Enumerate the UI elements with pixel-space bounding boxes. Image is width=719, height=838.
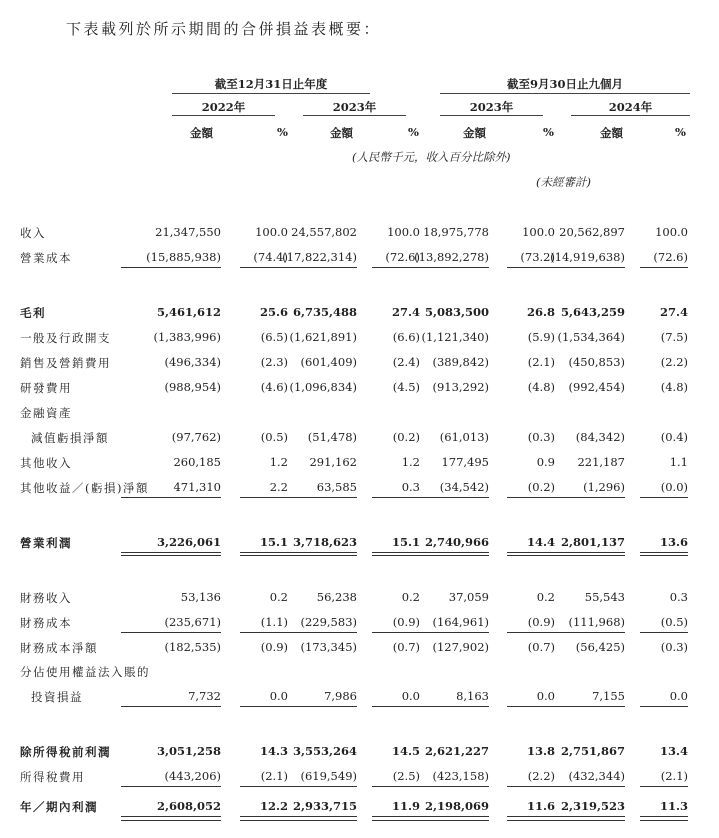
- cell-amount-2024-nine: 20,562,897: [559, 225, 625, 239]
- cell-amount-2023-nine: 2,198,069: [389, 799, 489, 813]
- cell-amount-2023: 3,718,623: [257, 535, 357, 549]
- row-label: 財務收入: [20, 591, 72, 605]
- cell-amount-2022: 2,608,052: [121, 799, 221, 813]
- cell-pct-2024-nine: 13.6: [640, 535, 688, 549]
- cell-amount-2023-nine: (389,842): [432, 355, 489, 369]
- cell-pct-2022: (4.6): [260, 380, 288, 394]
- cell-amount-2023-nine: 18,975,778: [423, 225, 489, 239]
- row-label: 年／期內利潤: [20, 800, 98, 814]
- row-label: 一般及行政開支: [20, 331, 111, 345]
- cell-pct-2024-nine: 1.1: [669, 455, 688, 469]
- cell-amount-2024-nine: (450,853): [568, 355, 625, 369]
- table-row: [0, 355, 719, 371]
- table-row: [0, 405, 719, 421]
- cell-amount-2024-nine: (1,534,364): [557, 330, 625, 344]
- cell-amount-2023-nine: 177,495: [441, 455, 489, 469]
- cell-amount-2023: (619,549): [257, 769, 357, 783]
- cell-amount-2024-nine: 221,187: [577, 455, 625, 469]
- cell-pct-2022: 12.2: [240, 799, 288, 813]
- cell-pct-2023-nine: 14.4: [507, 535, 555, 549]
- row-label: 銷售及營銷費用: [20, 356, 111, 370]
- cell-amount-2023-nine: 2,621,227: [424, 744, 489, 758]
- cell-amount-2023: (51,478): [307, 430, 357, 444]
- cell-amount-2024-nine: 2,319,523: [525, 799, 625, 813]
- cell-pct-2023-nine: (4.8): [527, 380, 555, 394]
- cell-pct-2022: (6.5): [260, 330, 288, 344]
- col-amount-2024-nine: 金額: [600, 126, 623, 140]
- cell-pct-2023-nine: 0.9: [536, 455, 555, 469]
- row-label: 財務成本: [20, 616, 72, 630]
- cell-pct-2024-nine: (4.8): [660, 380, 688, 394]
- cell-pct-2023-nine: (0.7): [527, 640, 555, 654]
- cell-amount-2024-nine: (1,296): [525, 480, 625, 494]
- cell-pct-2022: 100.0: [255, 225, 288, 239]
- cell-pct-2023: 11.9: [372, 799, 420, 813]
- cell-pct-2023-nine: (5.9): [527, 330, 555, 344]
- cell-pct-2022: (1.1): [240, 615, 288, 629]
- cell-amount-2023-nine: (13,892,278): [389, 250, 489, 264]
- cell-amount-2022: 21,347,550: [155, 225, 221, 239]
- cell-pct-2024-nine: (0.3): [660, 640, 688, 654]
- cell-pct-2023-nine: (0.3): [527, 430, 555, 444]
- cell-amount-2022: 260,185: [173, 455, 221, 469]
- cell-pct-2023: 100.0: [387, 225, 420, 239]
- cell-amount-2023-nine: (1,121,340): [421, 330, 489, 344]
- cell-pct-2022: 2.2: [240, 480, 288, 494]
- cell-pct-2022: 1.2: [269, 455, 288, 469]
- cell-amount-2023: 24,557,802: [291, 225, 357, 239]
- cell-amount-2024-nine: 2,751,867: [560, 744, 625, 758]
- table-row: [0, 799, 719, 815]
- row-label: 財務成本淨額: [20, 641, 98, 655]
- table-row: [0, 615, 719, 631]
- cell-pct-2024-nine: 13.4: [659, 744, 688, 758]
- cell-pct-2023-nine: 11.6: [507, 799, 555, 813]
- cell-pct-2023-nine: 13.8: [526, 744, 555, 758]
- cell-pct-2024-nine: (0.5): [640, 615, 688, 629]
- cell-amount-2023-nine: (127,902): [432, 640, 489, 654]
- cell-amount-2023: 3,553,264: [292, 744, 357, 758]
- cell-pct-2024-nine: (0.4): [660, 430, 688, 444]
- table-row: [0, 480, 719, 496]
- cell-pct-2023-nine: (0.2): [507, 480, 555, 494]
- year-header-2024-nine: 2024年: [571, 99, 690, 115]
- cell-amount-2023: (229,583): [257, 615, 357, 629]
- cell-pct-2024-nine: (2.2): [660, 355, 688, 369]
- row-label: 營業成本: [20, 251, 72, 265]
- cell-pct-2022: 14.3: [259, 744, 288, 758]
- cell-pct-2024-nine: 11.3: [640, 799, 688, 813]
- row-label: 分佔使用權益法入賬的: [20, 665, 150, 679]
- col-pct-2022: %: [277, 125, 288, 139]
- cell-pct-2023-nine: 26.8: [526, 305, 555, 319]
- table-row: [0, 250, 719, 266]
- cell-amount-2023-nine: 5,083,500: [424, 305, 489, 319]
- year-header-2023-nine: 2023年: [440, 99, 543, 115]
- table-row: [0, 590, 719, 606]
- cell-amount-2023-nine: (913,292): [432, 380, 489, 394]
- cell-amount-2023: (1,621,891): [289, 330, 357, 344]
- cell-amount-2023-nine: (164,961): [389, 615, 489, 629]
- cell-amount-2022: 53,136: [180, 590, 221, 604]
- year-header-2022: 2022年: [172, 99, 275, 115]
- col-amount-2022: 金額: [190, 126, 213, 140]
- cell-amount-2022: 5,461,612: [156, 305, 221, 319]
- cell-amount-2023-nine: (34,542): [389, 480, 489, 494]
- row-label: 其他收益／(虧損)淨額: [20, 481, 149, 495]
- row-label: 金融資產: [20, 406, 72, 420]
- cell-amount-2023: (17,822,314): [257, 250, 357, 264]
- cell-pct-2024-nine: (0.0): [640, 480, 688, 494]
- table-row: [0, 769, 719, 785]
- cell-pct-2023-nine: 0.2: [536, 590, 555, 604]
- cell-amount-2023: (173,345): [300, 640, 357, 654]
- cell-pct-2023: (4.5): [392, 380, 420, 394]
- row-label: 收入: [20, 226, 46, 240]
- cell-amount-2023: 63,585: [257, 480, 357, 494]
- cell-pct-2022: (2.3): [260, 355, 288, 369]
- cell-pct-2022: 25.6: [259, 305, 288, 319]
- cell-pct-2023-nine: (2.1): [527, 355, 555, 369]
- cell-amount-2022: 7,732: [121, 689, 221, 703]
- cell-pct-2023: 0.3: [372, 480, 420, 494]
- table-row: [0, 640, 719, 656]
- cell-amount-2024-nine: (432,344): [525, 769, 625, 783]
- cell-pct-2023: (0.2): [392, 430, 420, 444]
- col-pct-2023-nine: %: [543, 125, 554, 139]
- cell-pct-2023-nine: (2.2): [507, 769, 555, 783]
- cell-pct-2023-nine: 100.0: [522, 225, 555, 239]
- cell-pct-2024-nine: (7.5): [660, 330, 688, 344]
- cell-amount-2022: (443,206): [121, 769, 221, 783]
- intro-text: 下表載列於所示期間的合併損益表概要：: [66, 20, 382, 38]
- cell-amount-2024-nine: 55,543: [584, 590, 625, 604]
- cell-pct-2023: (0.9): [372, 615, 420, 629]
- cell-pct-2023: 0.0: [372, 689, 420, 703]
- cell-amount-2023: (1,096,834): [289, 380, 357, 394]
- period-nine-months-label: 截至9月30日止九個月: [506, 77, 623, 91]
- table-row: [0, 305, 719, 321]
- row-label: 除所得稅前利潤: [20, 745, 111, 759]
- cell-pct-2023-nine: (0.9): [507, 615, 555, 629]
- cell-amount-2023: 56,238: [316, 590, 357, 604]
- cell-amount-2022: 3,226,061: [121, 535, 221, 549]
- col-pct-2024-nine: %: [675, 125, 686, 139]
- cell-amount-2023-nine: 37,059: [448, 590, 489, 604]
- cell-pct-2022: 0.2: [269, 590, 288, 604]
- table-row: [0, 689, 719, 705]
- cell-amount-2024-nine: 2,801,137: [525, 535, 625, 549]
- cell-amount-2023: 7,986: [257, 689, 357, 703]
- cell-pct-2023: (72.6): [372, 250, 420, 264]
- table-row: [0, 330, 719, 346]
- cell-pct-2023: 1.2: [401, 455, 420, 469]
- cell-pct-2022: 0.0: [240, 689, 288, 703]
- cell-pct-2023: (0.7): [392, 640, 420, 654]
- period-header-nine-months: [440, 76, 690, 90]
- col-amount-2023: 金額: [330, 126, 353, 140]
- period-header-annual: [172, 76, 370, 90]
- cell-amount-2023: 2,933,715: [257, 799, 357, 813]
- cell-amount-2024-nine: (84,342): [575, 430, 625, 444]
- table-row: [0, 225, 719, 241]
- cell-amount-2024-nine: (56,425): [575, 640, 625, 654]
- cell-pct-2024-nine: (72.6): [640, 250, 688, 264]
- cell-amount-2024-nine: 7,155: [525, 689, 625, 703]
- cell-amount-2024-nine: (111,968): [525, 615, 625, 629]
- cell-pct-2022: 15.1: [240, 535, 288, 549]
- row-label: 研發費用: [20, 381, 72, 395]
- cell-amount-2022: (235,671): [121, 615, 221, 629]
- cell-pct-2022: (0.5): [260, 430, 288, 444]
- cell-amount-2022: (496,334): [164, 355, 221, 369]
- row-label: 投資損益: [31, 690, 83, 704]
- table-row: [0, 535, 719, 551]
- cell-amount-2023: 6,735,488: [292, 305, 357, 319]
- cell-pct-2023: 27.4: [391, 305, 420, 319]
- cell-amount-2023: (601,409): [300, 355, 357, 369]
- cell-amount-2023-nine: 8,163: [389, 689, 489, 703]
- year-header-2023: 2023年: [303, 99, 406, 115]
- row-label: 毛利: [20, 306, 46, 320]
- unit-note: (人民幣千元，收入百分比除外): [352, 150, 511, 164]
- table-row: [0, 430, 719, 446]
- table-row: [0, 664, 719, 680]
- cell-amount-2024-nine: (14,919,638): [525, 250, 625, 264]
- row-label: 營業利潤: [20, 536, 72, 550]
- cell-pct-2024-nine: 100.0: [655, 225, 688, 239]
- table-row: [0, 744, 719, 760]
- cell-amount-2022: (97,762): [171, 430, 221, 444]
- row-label: 其他收入: [20, 456, 72, 470]
- cell-pct-2024-nine: (2.1): [640, 769, 688, 783]
- cell-pct-2022: (74.4): [240, 250, 288, 264]
- cell-pct-2022: (0.9): [260, 640, 288, 654]
- cell-amount-2023-nine: (61,013): [439, 430, 489, 444]
- cell-pct-2023: 14.5: [391, 744, 420, 758]
- cell-amount-2023: 291,162: [309, 455, 357, 469]
- row-label: 所得稅費用: [20, 770, 85, 784]
- cell-pct-2023: (6.6): [392, 330, 420, 344]
- cell-pct-2023-nine: (73.2): [507, 250, 555, 264]
- cell-amount-2022: (182,535): [164, 640, 221, 654]
- cell-pct-2023: 0.2: [401, 590, 420, 604]
- cell-pct-2023: (2.5): [372, 769, 420, 783]
- cell-amount-2023-nine: (423,158): [389, 769, 489, 783]
- col-amount-2023-nine: 金額: [463, 126, 486, 140]
- period-annual-label: 截至12月31日止年度: [214, 77, 328, 91]
- table-row: [0, 380, 719, 396]
- row-label: 減值虧損淨額: [31, 431, 109, 445]
- cell-amount-2022: 3,051,258: [156, 744, 221, 758]
- table-row: [0, 455, 719, 471]
- cell-pct-2024-nine: 27.4: [659, 305, 688, 319]
- cell-amount-2022: (15,885,938): [121, 250, 221, 264]
- cell-amount-2022: (988,954): [164, 380, 221, 394]
- cell-amount-2022: (1,383,996): [153, 330, 221, 344]
- cell-amount-2022: 471,310: [121, 480, 221, 494]
- cell-amount-2024-nine: (992,454): [568, 380, 625, 394]
- cell-pct-2023-nine: 0.0: [507, 689, 555, 703]
- cell-pct-2023: 15.1: [372, 535, 420, 549]
- cell-pct-2024-nine: 0.3: [669, 590, 688, 604]
- cell-pct-2022: (2.1): [240, 769, 288, 783]
- unaudited-note: (未經審計): [536, 175, 591, 189]
- cell-amount-2023-nine: 2,740,966: [389, 535, 489, 549]
- cell-pct-2023: (2.4): [392, 355, 420, 369]
- cell-pct-2024-nine: 0.0: [640, 689, 688, 703]
- col-pct-2023: %: [408, 125, 419, 139]
- cell-amount-2024-nine: 5,643,259: [560, 305, 625, 319]
